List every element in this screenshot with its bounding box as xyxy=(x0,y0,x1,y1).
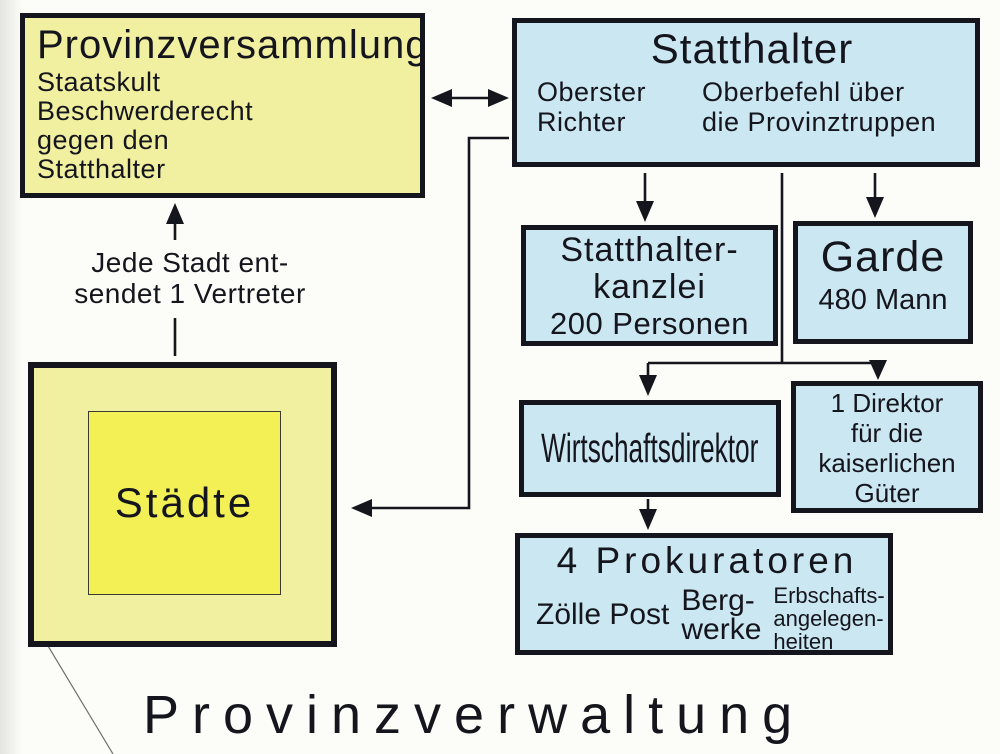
garde-title: Garde xyxy=(820,233,946,281)
kanzlei-line: Statthalter- xyxy=(560,231,739,269)
label-vertreter-line: sendet 1 Vertreter xyxy=(74,278,306,309)
arrowhead-versammlung-icon xyxy=(166,203,184,224)
arrowhead-gueter-icon xyxy=(869,360,887,380)
prokurator-erbschaft xyxy=(773,584,884,653)
prokurator-bergwerke-line: Berg- xyxy=(681,584,755,617)
box-staedte-inner xyxy=(88,411,281,595)
box-statthalter xyxy=(512,18,980,167)
scan-gutter-shadow xyxy=(0,0,22,754)
box-statthalterkanzlei xyxy=(521,225,778,346)
box-provinzversammlung xyxy=(20,13,429,198)
gueter-line: Güter xyxy=(854,478,920,508)
statthalter-role-judge-line: Richter xyxy=(537,107,627,137)
prokurator-erbschaft-line: heiten xyxy=(773,629,834,654)
prokurator-bergwerke xyxy=(681,586,761,644)
arrowhead-left-icon xyxy=(431,89,452,107)
label-vertreter xyxy=(50,247,330,309)
prokurator-zoelle-post: Zölle Post xyxy=(536,598,670,631)
box-kaiserliche-gueter xyxy=(791,381,983,513)
statthalter-role-commander-line: Oberbefehl über xyxy=(702,77,905,107)
provinzversammlung-line: gegen den xyxy=(37,125,170,155)
arrowhead-staedte-icon xyxy=(351,499,372,517)
box-garde xyxy=(793,221,973,344)
statthalter-role-commander xyxy=(702,77,936,137)
kanzlei-line: kanzlei xyxy=(593,268,706,306)
statthalter-role-judge-line: Oberster xyxy=(537,77,647,107)
arrowhead-garde-icon xyxy=(866,197,884,218)
garde-strength: 480 Mann xyxy=(818,284,948,316)
statthalter-role-judge xyxy=(537,77,702,137)
kanzlei-personnel: 200 Personen xyxy=(549,306,750,341)
wirtschaftsdirektor-title: Wirtschaftsdirektor xyxy=(541,425,759,471)
statthalter-role-commander-line: die Provinztruppen xyxy=(702,107,937,137)
provinzversammlung-line: Beschwerderecht xyxy=(37,96,254,126)
gueter-line: 1 Direktor xyxy=(830,388,944,418)
arrowhead-prokuratoren-icon xyxy=(639,509,657,530)
provinzversammlung-title: Provinzversammlung xyxy=(37,23,429,67)
arrowhead-kanzlei-icon xyxy=(636,201,654,222)
statthalter-title: Statthalter xyxy=(650,25,854,72)
prokuratoren-title: 4 Prokuratoren xyxy=(556,540,858,581)
prokurator-erbschaft-line: angelegen- xyxy=(773,606,884,631)
arrowhead-right-icon xyxy=(488,89,509,107)
diagram-title: Provinzverwaltung xyxy=(143,685,806,745)
box-staedte-outer xyxy=(28,362,337,647)
arrowhead-wirtschaftsdirektor-icon xyxy=(639,375,657,396)
label-vertreter-line: Jede Stadt ent- xyxy=(91,247,289,278)
provinzversammlung-line: Staatskult xyxy=(37,67,161,97)
box-prokuratoren xyxy=(515,533,893,655)
prokurator-erbschaft-line: Erbschafts- xyxy=(773,583,885,608)
staedte-title: Städte xyxy=(114,479,255,526)
provinzversammlung-line: Statthalter xyxy=(37,154,166,184)
gueter-line: kaiserlichen xyxy=(818,448,956,478)
prokurator-bergwerke-line: werke xyxy=(681,613,762,646)
gueter-line: für die xyxy=(850,418,924,448)
box-wirtschaftsdirektor xyxy=(519,400,781,497)
